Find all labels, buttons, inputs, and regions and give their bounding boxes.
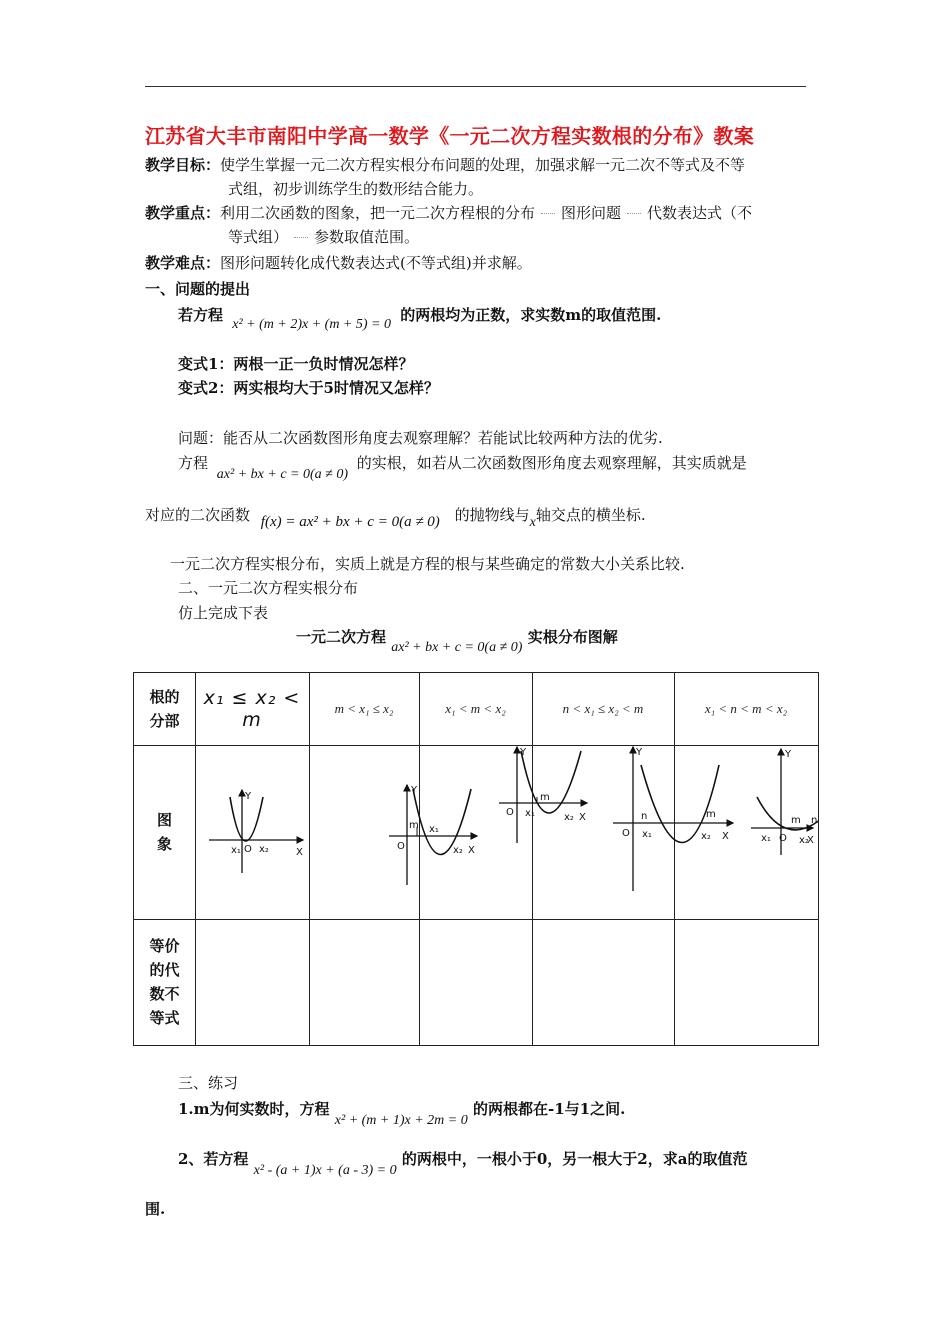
y-axis-label: Y: [245, 791, 252, 802]
key-text5: 参数取值范围。: [314, 228, 420, 246]
exercise1-pre: 1.m为何实数时，方程: [178, 1100, 330, 1118]
n-label: n: [641, 811, 648, 822]
y-axis-label: Y: [411, 785, 418, 796]
exercise2-pre: 2、若方程: [178, 1150, 249, 1168]
header-rule: [145, 86, 806, 87]
key-text3: 代数表达式（不: [647, 204, 753, 222]
row-header-text: 象: [156, 835, 172, 853]
exercise-2: [178, 1148, 748, 1178]
explanation-line2: [145, 504, 646, 530]
section1-heading: 一、问题的提出: [145, 280, 251, 298]
x-axis-label: X: [468, 845, 475, 856]
row-header-text: 等式: [149, 1009, 180, 1027]
question-line: [178, 304, 662, 332]
root-x2-label: x₂: [453, 845, 463, 856]
key-line1: [145, 202, 752, 223]
x-axis-label: X: [296, 847, 303, 858]
condition-col1: x₁ ≤ x₂ < m: [203, 687, 301, 731]
origin-label: O: [397, 841, 405, 852]
row-header-text: 根的: [149, 688, 180, 706]
parabola-graph-4: [613, 747, 733, 891]
table-caption: [296, 626, 618, 655]
root-x1-label: x₁: [231, 845, 241, 856]
question-equation: x² + (m + 2)x + (m + 5) = 0: [232, 317, 391, 332]
origin-label: O: [506, 807, 514, 818]
m-label: m: [409, 820, 419, 831]
x-axis-label: X: [579, 812, 586, 823]
parabola-graph-5: [751, 749, 818, 855]
root-x2-label: x₂: [701, 831, 711, 842]
root-x1-label: x₁: [642, 829, 652, 840]
exercise-2-tail: 围.: [145, 1200, 166, 1218]
x-axis-label: X: [807, 835, 814, 846]
m-label: m: [540, 792, 550, 803]
origin-label: O: [244, 844, 252, 855]
key-line2: [228, 226, 419, 247]
x-axis-label: X: [722, 831, 729, 842]
caption-post: 实根分布图解: [527, 628, 618, 646]
y-axis-label: Y: [520, 747, 527, 758]
goal-text1: 使学生掌握一元二次方程实根分布问题的处理，加强求解一元二次不等式及不等: [220, 156, 746, 174]
function-equation: f(x) = ax² + bx + c = 0(a ≠ 0): [260, 514, 440, 530]
row-header-text: 的代: [149, 961, 180, 979]
row-header-inequality: [134, 919, 195, 1045]
row-header-text: 数不: [149, 985, 180, 1003]
condition-col5: x₁ < n < m < x₂: [704, 701, 788, 716]
row-header-graph: [134, 745, 195, 919]
arrow-placeholder-icon: [541, 213, 555, 214]
answer-cell-3[interactable]: [419, 919, 532, 1045]
root-x1-label: x₁: [525, 808, 535, 819]
exercise2-equation: x² - (a + 1)x + (a - 3) = 0: [253, 1163, 397, 1178]
arrow-placeholder-icon: [627, 213, 641, 214]
page-title: 江苏省大丰市南阳中学高一数学《一元二次方程实数根的分布》教案: [145, 124, 754, 148]
row-header-distribution: [134, 673, 195, 745]
goal-line2: 式组，初步训练学生的数形结合能力。: [228, 180, 484, 198]
root-x2-label: x₂: [564, 812, 574, 823]
summary-text: 一元二次方程实根分布，实质上就是方程的根与某些确定的常数大小关系比较.: [170, 555, 685, 573]
goal-label: 教学目标：: [145, 156, 221, 174]
question-text: 问题：能否从二次函数图形角度去观察理解？若能试比较两种方法的优劣.: [178, 429, 663, 447]
arrow-placeholder-icon: [294, 237, 308, 238]
root-x1-label: x₁: [429, 824, 439, 835]
explanation2-post: 轴交点的横坐标.: [535, 506, 646, 524]
row-header-text: 分部: [149, 712, 180, 730]
origin-label: O: [779, 833, 787, 844]
caption-equation: ax² + bx + c = 0(a ≠ 0): [391, 640, 523, 655]
m-label: m: [706, 809, 716, 820]
difficulty-line: [145, 252, 532, 273]
condition-col4: n < x₁ ≤ x₂ < m: [562, 701, 644, 716]
explanation2-mid: 的抛物线与: [454, 506, 530, 524]
parabola-graph-1: [209, 790, 303, 873]
n-label: n: [811, 815, 818, 826]
answer-cell-2[interactable]: [309, 919, 419, 1045]
caption-pre: 一元二次方程: [296, 628, 387, 646]
exercise1-post: 的两根都在-1与1之间.: [472, 1100, 626, 1118]
parabola-graph-2: [389, 785, 477, 885]
condition-col3: x₁ < m < x₂: [445, 701, 506, 716]
section2-heading: 二、一元二次方程实根分布: [178, 579, 359, 597]
section2-instruction: 仿上完成下表: [178, 604, 269, 622]
goal-line1: [145, 154, 745, 175]
key-text4: 等式组）: [228, 228, 289, 246]
explanation-equation: ax² + bx + c = 0(a ≠ 0): [216, 467, 348, 482]
root-x1-label: x₁: [761, 833, 771, 844]
condition-col2: m < x₁ ≤ x₂: [334, 701, 394, 716]
answer-cell-1[interactable]: [195, 919, 309, 1045]
variant-1: 变式1：两根一正一负时情况怎样？: [178, 355, 414, 373]
graph-row: [195, 745, 818, 919]
question-post: 的两根均为正数，求实数m的取值范围.: [400, 306, 662, 324]
variant-2: 变式2：两实根均大于5时情况又怎样？: [178, 379, 439, 397]
root-x2-label: x₂: [799, 835, 809, 846]
answer-cell-5[interactable]: [674, 919, 818, 1045]
key-label: 教学重点：: [145, 204, 221, 222]
key-text1: 利用二次函数的图象，把一元二次方程根的分布: [220, 204, 536, 222]
exercise2-post: 的两根中，一根小于0，另一根大于2，求a的取值范: [401, 1150, 748, 1168]
row-header-text: 等价: [149, 937, 180, 955]
explanation-pre: 方程: [178, 454, 209, 472]
y-axis-label: Y: [636, 747, 643, 758]
answer-cell-4[interactable]: [532, 919, 674, 1045]
key-text2: 图形问题: [561, 204, 622, 222]
question-pre: 若方程: [178, 306, 224, 324]
row-header-text: 图: [156, 811, 172, 829]
root-x2-label: x₂: [259, 844, 269, 855]
x-variable: x: [529, 515, 536, 530]
parabola-graph-3: [499, 747, 587, 843]
difficulty-label: 教学难点：: [145, 254, 221, 272]
y-axis-label: Y: [785, 749, 792, 760]
exercise1-equation: x² + (m + 1)x + 2m = 0: [334, 1113, 468, 1128]
explanation-line1: [178, 452, 747, 482]
m-label: m: [791, 815, 801, 826]
section3-heading: 三、练习: [178, 1074, 239, 1092]
origin-label: O: [622, 828, 630, 839]
exercise-1: [178, 1098, 626, 1128]
difficulty-text: 图形问题转化成代数表达式(不等式组)并求解。: [220, 254, 532, 272]
root-distribution-table: [133, 672, 819, 1046]
explanation2-pre: 对应的二次函数: [145, 506, 251, 524]
explanation-post: 的实根，如若从二次函数图形角度去观察理解，其实质就是: [356, 454, 747, 472]
